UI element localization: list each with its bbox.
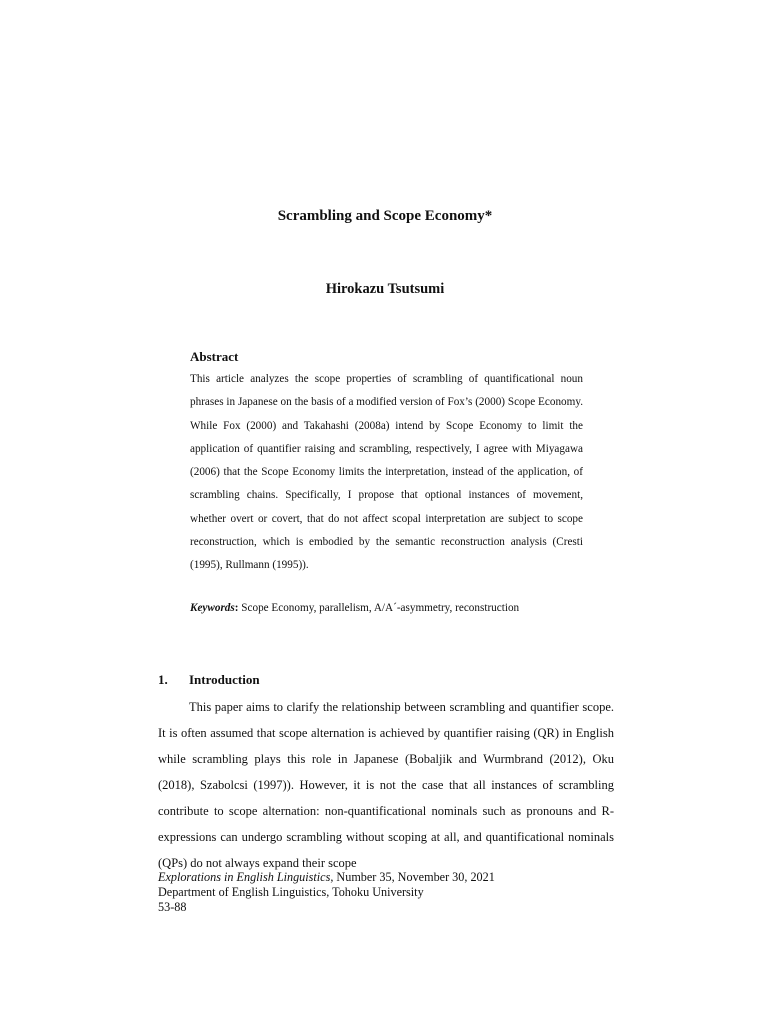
section-heading [158, 672, 614, 694]
abstract-heading: Abstract [190, 349, 239, 364]
section-title: Introduction [189, 672, 260, 687]
journal-name: Explorations in English Linguistics [158, 870, 331, 884]
journal-citation-line [158, 870, 618, 885]
keywords-text: Scope Economy, parallelism, A/A´-asymmetry, reconstruction [241, 602, 520, 614]
keywords-label: Keywords [190, 602, 235, 614]
abstract-block [190, 349, 583, 578]
department-line: Department of English Linguistics, Tohoku University [158, 885, 424, 899]
author-name: Hirokazu Tsutsumi [325, 281, 445, 297]
abstract-text: This article analyzes the scope properties of scrambling of quantificational noun phrases in Japanese on the basis of a modified version of Fox’s (2000) Scope Economy. While Fox (2000) and Takahashi (2008a) intend by Scope Economy to limit the application of quantifier raising and scrambling, respectively, I agree with Miyagawa (2006) that the Scope Economy limits the interpretation, instead of the application, of scrambling chains. Specifically, I propose that optional instances of movement, whether overt or covert, that do not affect scopal interpretation are subject to scope reconstruction, which is embodied by the semantic reconstruction analysis (Cresti (1995), Rullmann (1995)). [190, 373, 583, 572]
section-paragraph: This paper aims to clarify the relationship between scrambling and quantifier scope. It is often assumed that scope alternation is achieved by quantifier raising (QR) in English while scrambling plays this role in Japanese (Bobaljik and Wurmbrand (2012), Oku (2018), Szabolcsi (1997)). However, it is not the case that all instances of scrambling contribute to scope alternation: non-quantificational nominals such as pronouns and R-expressions can undergo scrambling without scoping at all, and quantificational nominals (QPs) do not always expand their scope [158, 700, 614, 870]
keywords-separator: : [234, 602, 242, 614]
journal-issue: , Number 35, November 30, 2021 [330, 870, 495, 884]
journal-footer [158, 870, 618, 915]
keywords-line [190, 602, 610, 614]
introduction-section [158, 672, 614, 876]
paper-title: Scrambling and Scope Economy* [277, 208, 493, 224]
section-number: 1. [158, 672, 168, 687]
page-range: 53-88 [158, 900, 187, 914]
